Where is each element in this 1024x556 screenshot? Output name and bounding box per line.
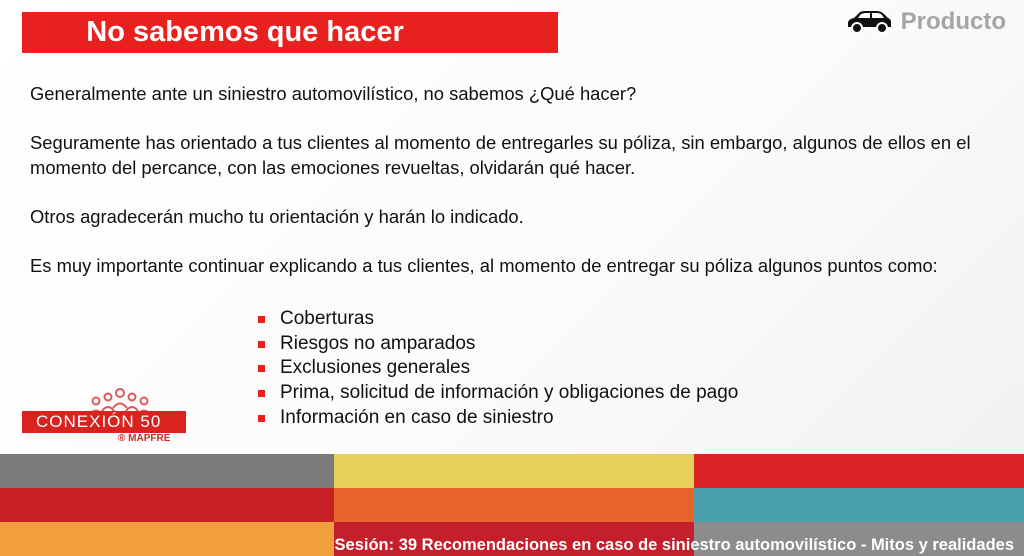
bullet-square-icon bbox=[258, 365, 265, 372]
logo-subtext: ® MAPFRE bbox=[118, 433, 171, 444]
list-item-text: Información en caso de siniestro bbox=[280, 406, 554, 428]
conexion-50-logo bbox=[22, 388, 192, 446]
list-item-text: Riesgos no amparados bbox=[280, 332, 476, 354]
footer-band bbox=[694, 488, 1024, 522]
paragraph: Es muy importante continuar explicando a tus clientes, al momento de entregar su póliza algunos puntos como: bbox=[30, 254, 938, 276]
session-footer: Sesión: 39 Recomendaciones en caso de siniestro automovilístico - Mitos y realidades bbox=[334, 536, 1014, 554]
bullet-list bbox=[258, 307, 738, 431]
section-label-text: Producto bbox=[900, 8, 1006, 35]
slide-title-text: No sabemos que hacer bbox=[86, 16, 404, 48]
bullet-square-icon bbox=[258, 341, 265, 348]
slide-title bbox=[22, 12, 558, 53]
paragraph: Generalmente ante un siniestro automovilístico, no sabemos ¿Qué hacer? bbox=[30, 83, 637, 104]
list-item bbox=[258, 332, 738, 357]
list-item bbox=[258, 307, 738, 332]
logo-text: CONEXIÓN 50 bbox=[22, 411, 186, 433]
list-item-text: Prima, solicitud de información y obligaciones de pago bbox=[280, 382, 739, 404]
list-item bbox=[258, 356, 738, 381]
bullet-square-icon bbox=[258, 316, 265, 323]
list-item bbox=[258, 381, 738, 406]
footer-band bbox=[694, 454, 1024, 488]
footer-band bbox=[0, 488, 334, 522]
footer-band bbox=[334, 454, 694, 488]
list-item-text: Coberturas bbox=[280, 308, 374, 329]
paragraph: Seguramente has orientado a tus clientes al momento de entregarles su póliza, sin embargo, algunos de ellos en el momento del percance, con las emociones revueltas, olvidarán qué hacer. bbox=[30, 132, 971, 178]
body-text bbox=[30, 82, 1002, 303]
paragraph: Otros agradecerán mucho tu orientación y harán lo indicado. bbox=[30, 205, 524, 227]
section-label bbox=[845, 8, 1006, 36]
footer-band bbox=[334, 488, 694, 522]
bullet-square-icon bbox=[258, 415, 265, 422]
bullet-square-icon bbox=[258, 390, 265, 397]
list-item bbox=[258, 406, 738, 431]
list-item-text: Exclusiones generales bbox=[280, 357, 471, 379]
footer-band bbox=[0, 522, 334, 556]
car-icon bbox=[845, 9, 893, 35]
footer-band bbox=[0, 454, 334, 488]
